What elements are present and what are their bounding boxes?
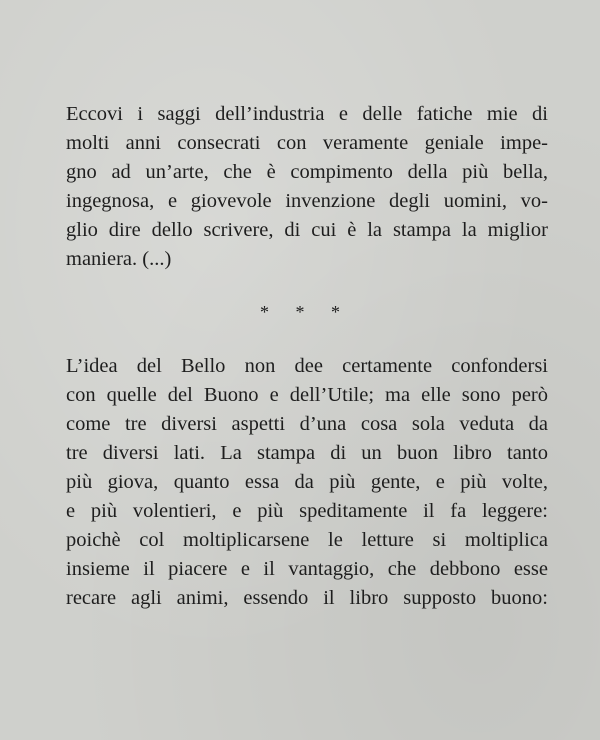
text-line: e più volentieri, e più speditamente il fa leggere: xyxy=(66,500,548,522)
paragraph-intro xyxy=(66,100,548,274)
text-line: tre diversi lati. La stampa di un buon libro tanto xyxy=(66,442,548,464)
text-line: più giova, quanto essa da più gente, e più volte, xyxy=(66,471,548,493)
separator-star: * xyxy=(260,302,269,322)
text-line: come tre diversi aspetti d’una cosa sola veduta da xyxy=(66,413,548,435)
text-line: molti anni consecrati con veramente geniale impe- xyxy=(66,132,548,154)
text-line: insieme il piacere e il vantaggio, che debbono esse xyxy=(66,558,548,580)
text-line: glio dire dello scrivere, di cui è la stampa la miglior xyxy=(66,219,548,241)
text-line: maniera. (...) xyxy=(66,248,172,270)
separator-star: * xyxy=(295,302,305,322)
text-line: Eccovi i saggi dell’industria e delle fatiche mie di xyxy=(66,103,548,125)
text-line: L’idea del Bello non dee certamente confondersi xyxy=(66,355,548,377)
separator-star: * xyxy=(331,302,340,322)
text-line: ingegnosa, e giovevole invenzione degli uomini, vo- xyxy=(66,190,548,212)
paragraph-idea-del-bello xyxy=(66,352,548,613)
text-line: con quelle del Buono e dell’Utile; ma elle sono però xyxy=(66,384,548,406)
text-line: recare agli animi, essendo il libro supposto buono: xyxy=(66,587,548,609)
text-line: poichè col moltiplicarsene le letture si moltiplica xyxy=(66,529,548,551)
text-line: gno ad un’arte, che è compimento della più bella, xyxy=(66,161,548,183)
section-separator xyxy=(0,300,600,324)
